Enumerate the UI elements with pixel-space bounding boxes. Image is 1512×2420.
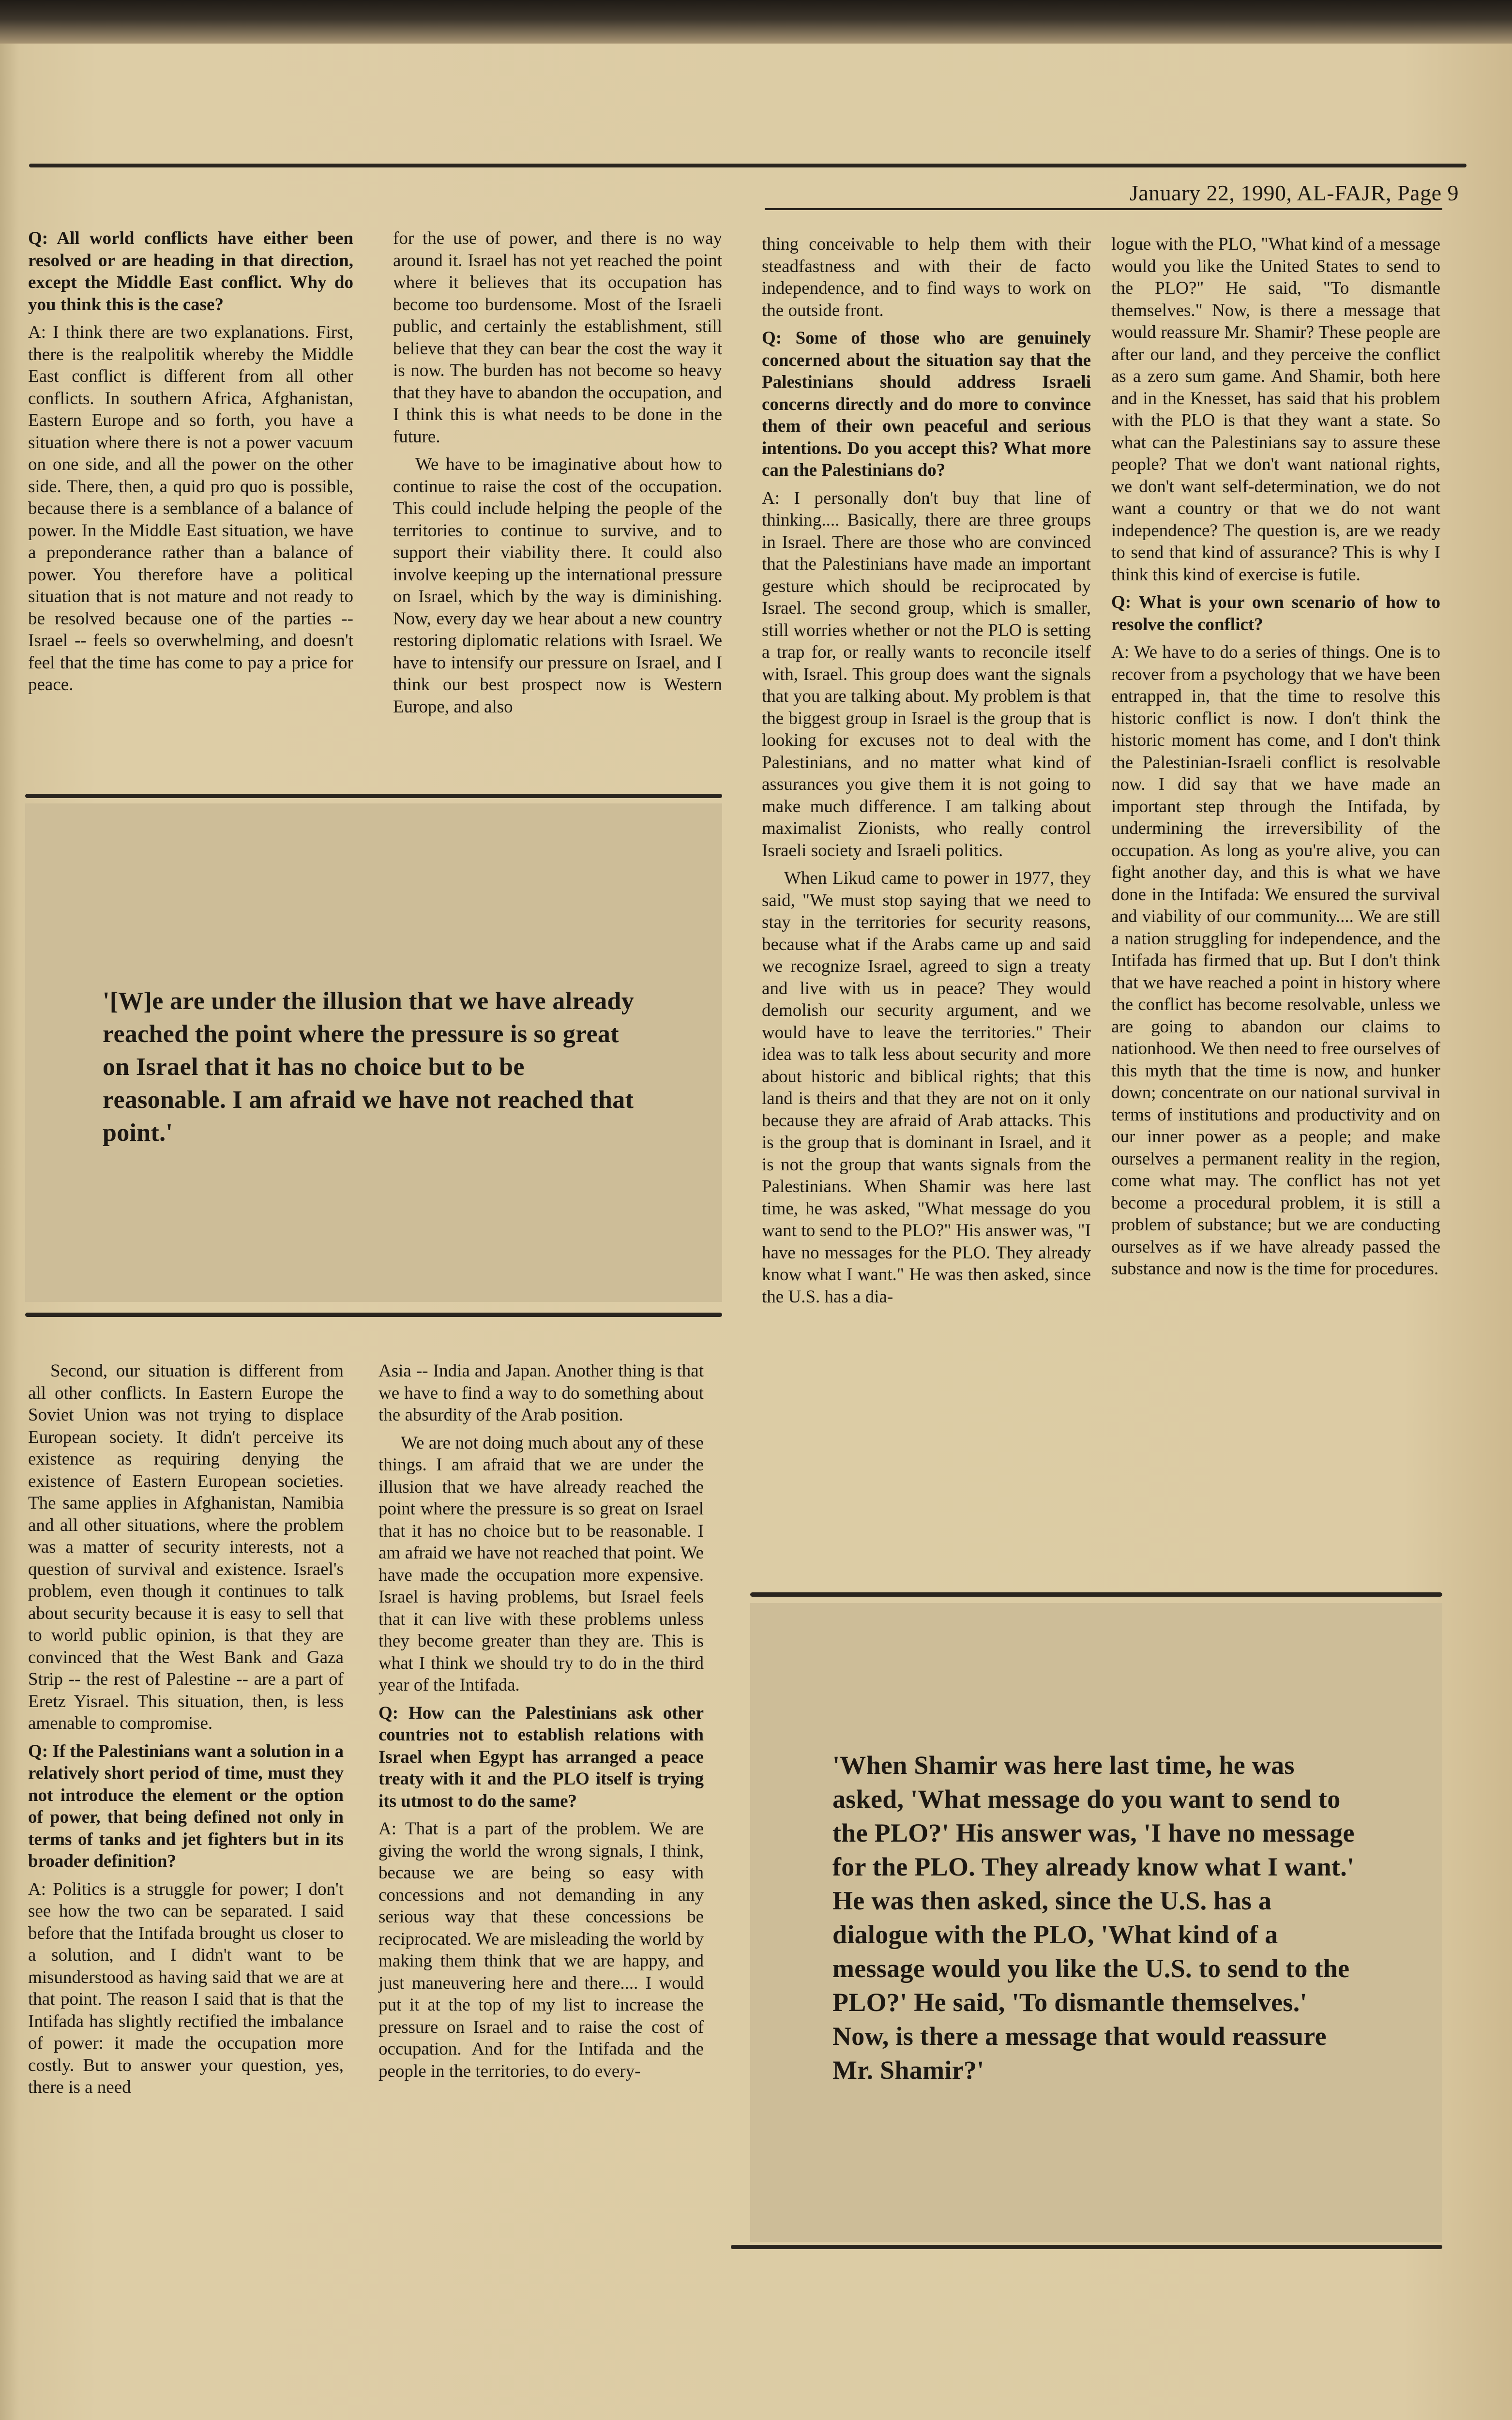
body-paragraph: When Likud came to power in 1977, they said, "We must stop saying that we need to stay in the territories for security reasons, because what if the Arabs came up and said we recognize Israel, agreed to sign a treaty and live with us in peace? They would demolish our security argument, and we would have to leave the territories." Their idea was to talk less about security and more about historic and biblical rights; that this land is theirs and that they are not on it only because they are afraid of Arab attacks. This is the group that is dominant in Israel, and it is not the group that wants signals from the Palestinians. When Shamir was here last time, he was asked, "What message do you want to send to the PLO?" His answer was, "I have no messages for the PLO. They already know what I want." He was then asked, since the U.S. has a dia- (762, 868, 1091, 1307)
column-top-left-2 (393, 227, 722, 724)
column-bottom-left-2 (378, 1360, 704, 2088)
column-4 (1111, 233, 1440, 1286)
pull-quote-box-2 (750, 1603, 1442, 2242)
pullquote-rule-bottom (25, 1313, 722, 1317)
question-paragraph: Q: All world conflicts have either been resolved or are heading in that direction, except the Middle East conflict. Why do you think this is the case? (28, 228, 353, 315)
body-paragraph: A: We have to do a series of things. One is to recover from a psychology that we have been entrapped in, that the time to resolve this historic conflict is now. I don't think the historic moment has come, and I don't think the Palestinian-Israeli conflict is resolvable now. I did say that we have made an important step through the Intifada, by undermining the irreversibility of the occupation. As long as you're alive, you can fight another day, and this is what we have done in the Intifada: We ensured the survival and viability of our community.... We are still a nation struggling for independence, and the Intifada has firmed that up. But I don't think that we have reached a point in history where the conflict has become resolvable, unless we are going to abandon our claims to nationhood. We then need to free ourselves of this myth that the time is now, and hunker down; concentrate on our national survival in terms of institutions and productivity and on our inner power as a people; and make ourselves a permanent reality in the region, come what may. The conflict has not yet become a procedural problem, it is still a problem of substance; but we are conducting ourselves as if we have already passed the substance and now is the time for procedures. (1111, 642, 1440, 1279)
column-top-left-1 (28, 227, 353, 702)
body-paragraph: A: That is a part of the problem. We are giving the world the wrong signals, I think, because we are being so easy with concessions and not demanding in any serious way that these concessions be reciprocated. We are misleading the world by making them think that we are happy, and just maneuvering here and there.... I would put it at the top of my list to increase the pressure on Israel and to raise the cost of occupation. And for the Intifada and the people in the territories, to do every- (378, 1819, 704, 2081)
body-paragraph: We have to be imaginative about how to continue to raise the cost of the occupation. This could include helping the people of the territories to continue to survive, and to support their viability there. It could also involve keeping up the international pressure on Israel, which by the way is diminishing. Now, every day we hear about a new country restoring diplomatic relations with Israel. We have to intensify our pressure on Israel, and I think our best prospect now is Western Europe, and also (393, 454, 722, 717)
body-paragraph: A: I think there are two explanations. First, there is the realpolitik whereby the Middle East conflict is different from all other conflicts. In southern Africa, Afghanistan, Eastern Europe and so forth, you have a situation where there is not a power vacuum on one side, and all the power on the other side. There, then, a quid pro quo is possible, because there is a semblance of a balance of power. In the Middle East situation, we have a preponderance rather than a balance of power. You therefore have a political situation that is not mature and not ready to be resolved because one of the parties -- Israel -- feels so overwhelming, and doesn't feel that the time has come to pay a price for peace. (28, 322, 353, 695)
question-paragraph: Q: If the Palestinians want a solution in a relatively short period of time, must they not introduce the element or the option of power, that being defined not only in terms of tanks and jet fighters but in its broader definition? (28, 1741, 344, 1871)
body-paragraph: A: Politics is a struggle for power; I don't see how the two can be separated. I said before that the Intifada brought us closer to a solution, and I didn't want to be misunderstood as having said that we are at that point. The reason I said that is that the Intifada has slightly rectified the imbalance of power: it made the occupation more costly. But to answer your question, yes, there is a need (28, 1879, 344, 2097)
pull-quote-1: '[W]e are under the illusion that we have already reached the point where the pressure is so great on Israel that it has no choice but to be reasonable. I am afraid we have not reached that point.' (103, 987, 635, 1147)
pullquote-rule-top (25, 794, 722, 798)
top-rule (29, 164, 1467, 167)
question-paragraph: Q: Some of those who are genuinely concerned about the situation say that the Palestinians should address Israeli concerns directly and do more to convince them of their own peaceful and serious intentions. Do you accept this? What more can the Palestinians do? (762, 328, 1091, 480)
body-paragraph: Second, our situation is different from all other conflicts. In Eastern Europe the Soviet Union was not trying to displace European society. It didn't perceive its existence as requiring denying the existence of Eastern European societies. The same applies in Afghanistan, Namibia and all other situations, where the problem was a matter of security interests, not a question of survival and existence. Israel's problem, even though it continues to talk about security because it is easy to sell that to world public opinion, is that they are convinced that the West Bank and Gaza Strip -- the rest of Palestine -- are a part of Eretz Yisrael. This situation, then, is less amenable to compromise. (28, 1361, 344, 1733)
page-header: January 22, 1990, AL-FAJR, Page 9 (1129, 181, 1459, 205)
body-paragraph: A: I personally don't buy that line of thinking.... Basically, there are three groups in Israel. There are those who are convinced that the Palestinians have made an important gesture which should be reciprocated by Israel. The second group, which is smaller, still worries whether or not the PLO is setting a trap for, or really wants to reconcile itself with, Israel. This group does want the signals that you are talking about. My problem is that the biggest group in Israel is the group that is looking for excuses not to deal with the Palestinians, and no matter what kind of assurances you give them it is not going to make much difference. I am talking about maximalist Zionists, who really control Israeli society and Israeli politics. (762, 488, 1091, 861)
scan-top-edge (0, 0, 1512, 44)
pull-quote-box (25, 803, 722, 1302)
column-bottom-left-1 (28, 1360, 344, 2104)
body-paragraph: Asia -- India and Japan. Another thing is that we have to find a way to do something about the absurdity of the Arab position. (378, 1361, 704, 1425)
pullquote2-rule-top (750, 1592, 1442, 1597)
body-paragraph: thing conceivable to help them with their steadfastness and with their de facto independence, and to find ways to work on the outside front. (762, 234, 1091, 320)
pullquote2-rule-bottom (731, 2245, 1442, 2249)
pull-quote-2: 'When Shamir was here last time, he was asked, 'What message do you want to send to the PLO?' His answer was, 'I have no message for the PLO. They already know what I want.' He was then asked, since the U.S. has a dialogue with the PLO, 'What kind of a message would you like the U.S. to send to the PLO?' He said, 'To dismantle themselves.' Now, is there a message that would reassure Mr. Shamir?' (832, 1751, 1355, 2085)
body-paragraph: We are not doing much about any of these things. I am afraid that we are under the illusion that we have already reached the point where the pressure is so great on Israel that it has no choice but to be reasonable. I am afraid we have not reached that point. We have made the occupation more expensive. Israel is having problems, but Israel feels that it can live with these problems unless they become greater than they are. This is what I think we should try to do in the third year of the Intifada. (378, 1433, 704, 1695)
question-paragraph: Q: How can the Palestinians ask other countries not to establish relations with Israel when Egypt has arranged a peace treaty with it and the PLO itself is trying its utmost to do the same? (378, 1703, 704, 1811)
body-paragraph: logue with the PLO, "What kind of a message would you like the United States to send to the PLO?" He said, "To dismantle themselves." Now, is there a message that would reassure Mr. Shamir? These people are after our land, and they perceive the conflict as a zero sum game. And Shamir, both here and in the Knesset, has said that his problem with the PLO is that they want a state. So what can the Palestinians say to assure these people? That we don't want national rights, we don't want self-determination, we do not want a country or that we do not want independence? The question is, are we ready to send that kind of assurance? This is why I think this kind of exercise is futile. (1111, 234, 1440, 585)
header-underline (765, 208, 1442, 210)
question-paragraph: Q: What is your own scenario of how to resolve the conflict? (1111, 592, 1440, 635)
body-paragraph: for the use of power, and there is no way around it. Israel has not yet reached the point where it believes that its occupation has become too burdensome. Most of the Israeli public, and certainly the establishment, still believe that they can bear the cost the way it is now. The burden has not become so heavy that they have to abandon the occupation, and I think this is what needs to be done in the future. (393, 228, 722, 447)
column-3 (762, 233, 1091, 1314)
